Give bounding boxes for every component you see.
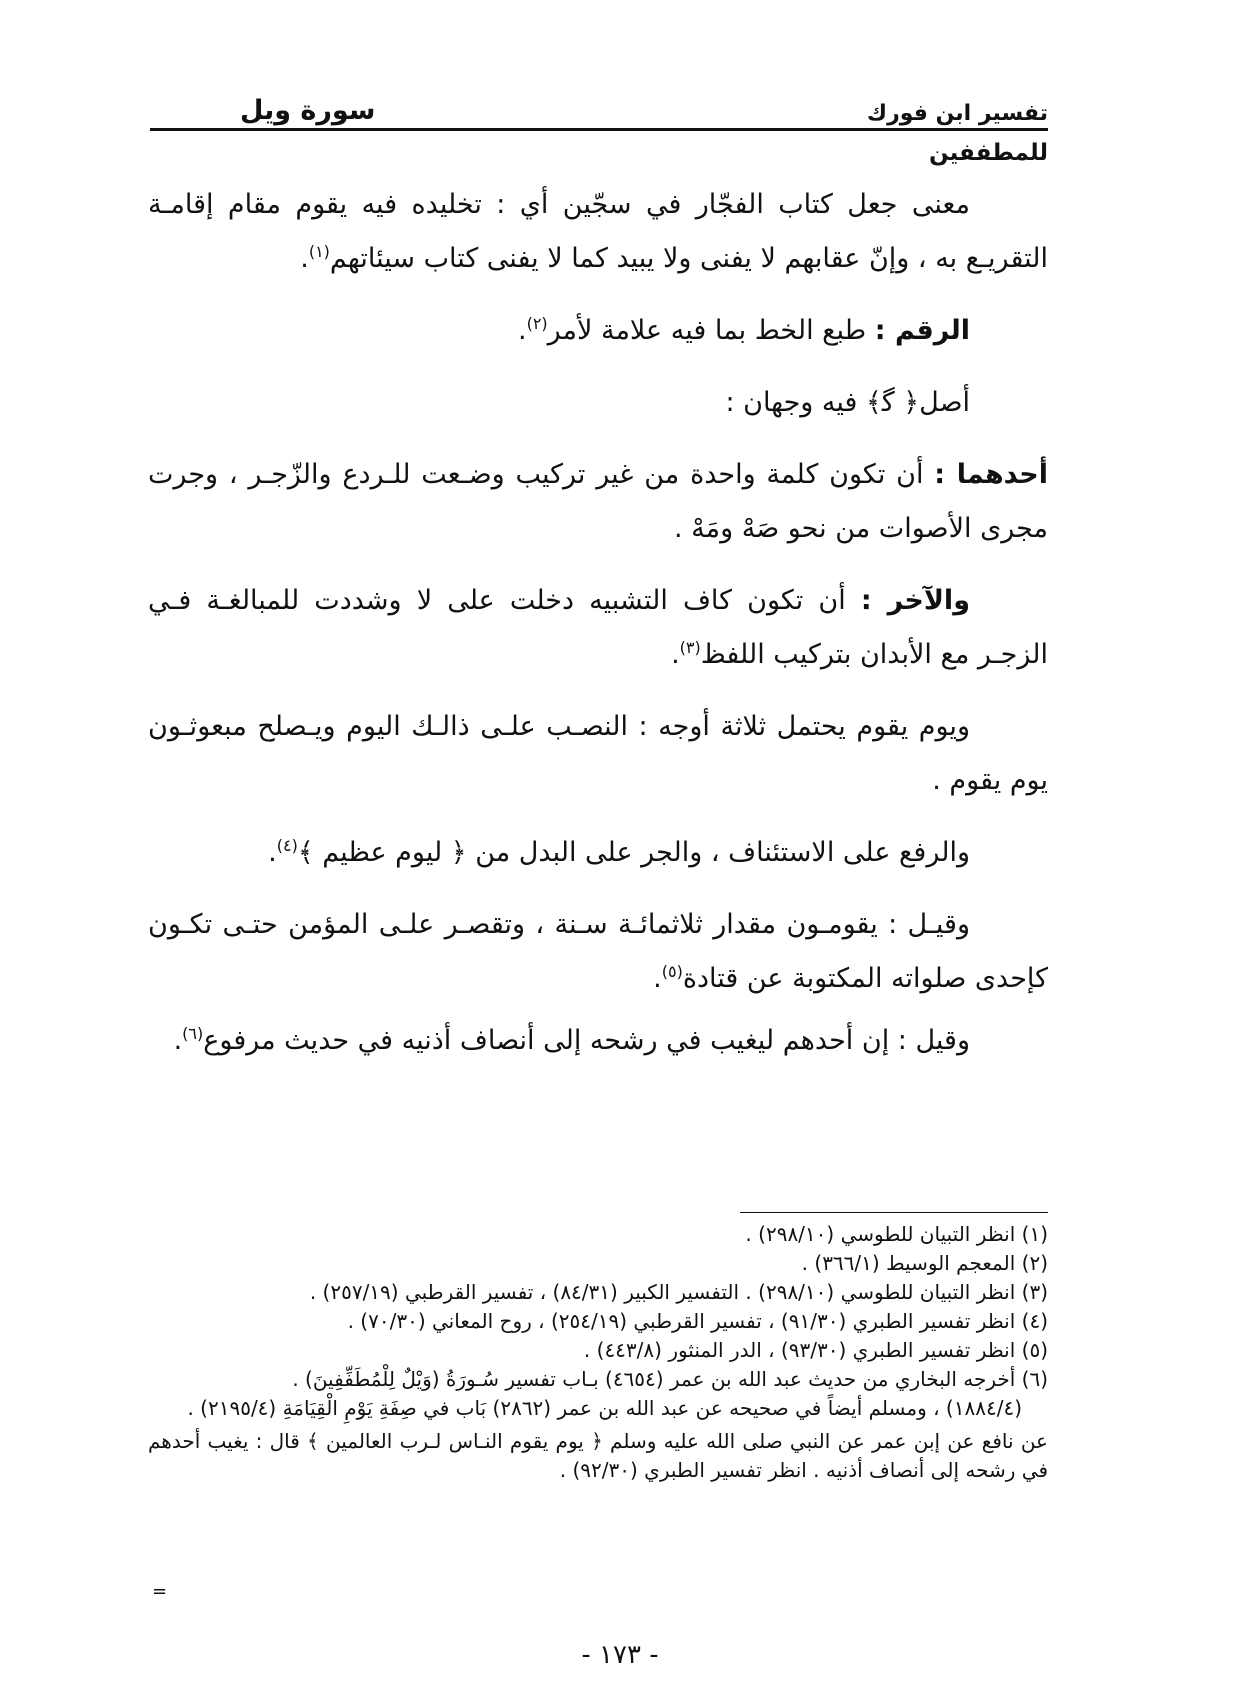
body-text [148, 178, 1048, 1068]
term-first: أحدهما : [934, 459, 1048, 490]
page-number: - ١٧٣ - [581, 1640, 659, 1670]
paragraph-9-text: وقيل : إن أحدهم ليغيب في رشحه إلى أنصاف أذنيه في حديث مرفوع [203, 1025, 970, 1056]
paragraph-2-text: طبع الخط بما فيه علامة لأمر [547, 315, 875, 346]
footnote-ref-2: (٢) [526, 314, 548, 333]
book-title: تفسير ابن فورك [866, 101, 1048, 126]
paragraph-7 [148, 826, 1048, 880]
paragraph-2 [148, 304, 1048, 358]
footnotes-rule [740, 1212, 1048, 1213]
surah-title: سورة ويل [240, 95, 376, 126]
footnote-ref-6: (٦) [182, 1024, 204, 1043]
footnote-ref-1: (١) [308, 242, 330, 261]
paragraph-5 [148, 574, 1048, 682]
footnote-3: (٣) انظر التبيان للطوسي (٢٩٨/١٠) . التفسير الكبير (٨٤/٣١) ، تفسير القرطبي (٢٥٧/١٩) . [309, 1280, 1048, 1304]
term-second: والآخر : [860, 585, 970, 616]
paragraph-9 [148, 1014, 1048, 1068]
footnote-ref-3: (٣) [679, 638, 701, 657]
paragraph-1-text: معنى جعل كتاب الفجّار في سجّين أي : تخليده فيه يقوم مقام إقامـة التقريـع به ، وإنّ عقابهم لا يفنى ولا يبيد كما لا يفنى كتاب سيئاتهم [148, 189, 1048, 274]
section-label: للمطففين [928, 140, 1048, 166]
term-raqm: الرقم : [874, 315, 970, 346]
footnote-hadith-text: عن نافع عن إبن عمر عن النبي صلى الله عليه وسلم ﴿ يوم يقوم النـاس لـرب العالمين ﴾ قال : يغيب أحدهم في رشحه إلى أنصاف أذنيه . انظر تفسير الطبري (٩٢/٣٠) . [148, 1429, 1048, 1482]
paragraph-6 [148, 700, 1048, 808]
period: . [173, 1025, 183, 1056]
header-rule [150, 128, 1048, 131]
paragraph-5-text: أن تكون كاف التشبيه دخلت على لا وشددت للمبالغـة فـي الزجـر مع الأبدان بتركيب اللفظ [148, 585, 1048, 670]
paragraph-3 [148, 376, 1048, 430]
period: . [300, 243, 309, 274]
footnote-ref-5: (٥) [661, 962, 683, 981]
footnotes [148, 1220, 1048, 1485]
footnote-ref-4: (٤) [276, 836, 298, 855]
paragraph-4 [148, 448, 1048, 556]
paragraph-7-text: والرفع على الاستئناف ، والجر على البدل من ﴿ ليوم عظيم ﴾ [297, 837, 970, 868]
paragraph-6-text: ويوم يقوم يحتمل ثلاثة أوجه : النصـب علـى ذالـك اليوم ويـصلح مبعوثـون يوم يقوم . [148, 711, 1048, 796]
paragraph-3-text: أصل﴿ ﮔ﴾ فيه وجهان : [725, 387, 970, 418]
period: . [268, 837, 277, 868]
period: . [517, 315, 527, 346]
footnote-5: (٥) انظر تفسير الطبري (٩٣/٣٠) ، الدر المنثور (٤٤٣/٨) . [583, 1338, 1048, 1362]
paragraph-8-text: وقيـل : يقومـون مقدار ثلاثمائـة سـنة ، وتقصـر علـى المؤمن حتـى تكـون كإحدى صلواته المكتوبة عن قتادة [148, 909, 1048, 994]
footnote-4: (٤) انظر تفسير الطبري (٩١/٣٠) ، تفسير القرطبي (٢٥٤/١٩) ، روح المعاني (٧٠/٣٠) . [347, 1309, 1048, 1333]
footnote-1: (١) انظر التبيان للطوسي (٢٩٨/١٠) . [745, 1222, 1048, 1246]
paragraph-1 [148, 178, 1048, 286]
paragraph-8 [148, 898, 1048, 1006]
continuation-mark: = [152, 1581, 168, 1602]
footnote-6: (٦) أخرجه البخاري من حديث عبد الله بن عمر (٤٦٥٤) بـاب تفسير سُـورَةُ (وَيْلٌ لِلْمُطَفِّفِينَ) . [292, 1367, 1048, 1391]
footnote-2: (٢) المعجم الوسيط (٣٦٦/١) . [801, 1251, 1048, 1275]
running-head [150, 82, 1048, 126]
paragraph-4-text: أن تكون كلمة واحدة من غير تركيب وضـعت للـردع والزّجـر ، وجرت مجرى الأصوات من نحو صَهْ ومَهْ . [148, 459, 1048, 544]
period: . [671, 639, 680, 670]
period: . [653, 963, 662, 994]
footnote-6-continuation: (١٨٨٤/٤) ، ومسلم أيضاً في صحيحه عن عبد الله بن عمر (٢٨٦٢) بَاب في صِفَةِ يَوْمِ الْقِيَامَةِ (٢١٩٥/٤) . [187, 1396, 1022, 1420]
